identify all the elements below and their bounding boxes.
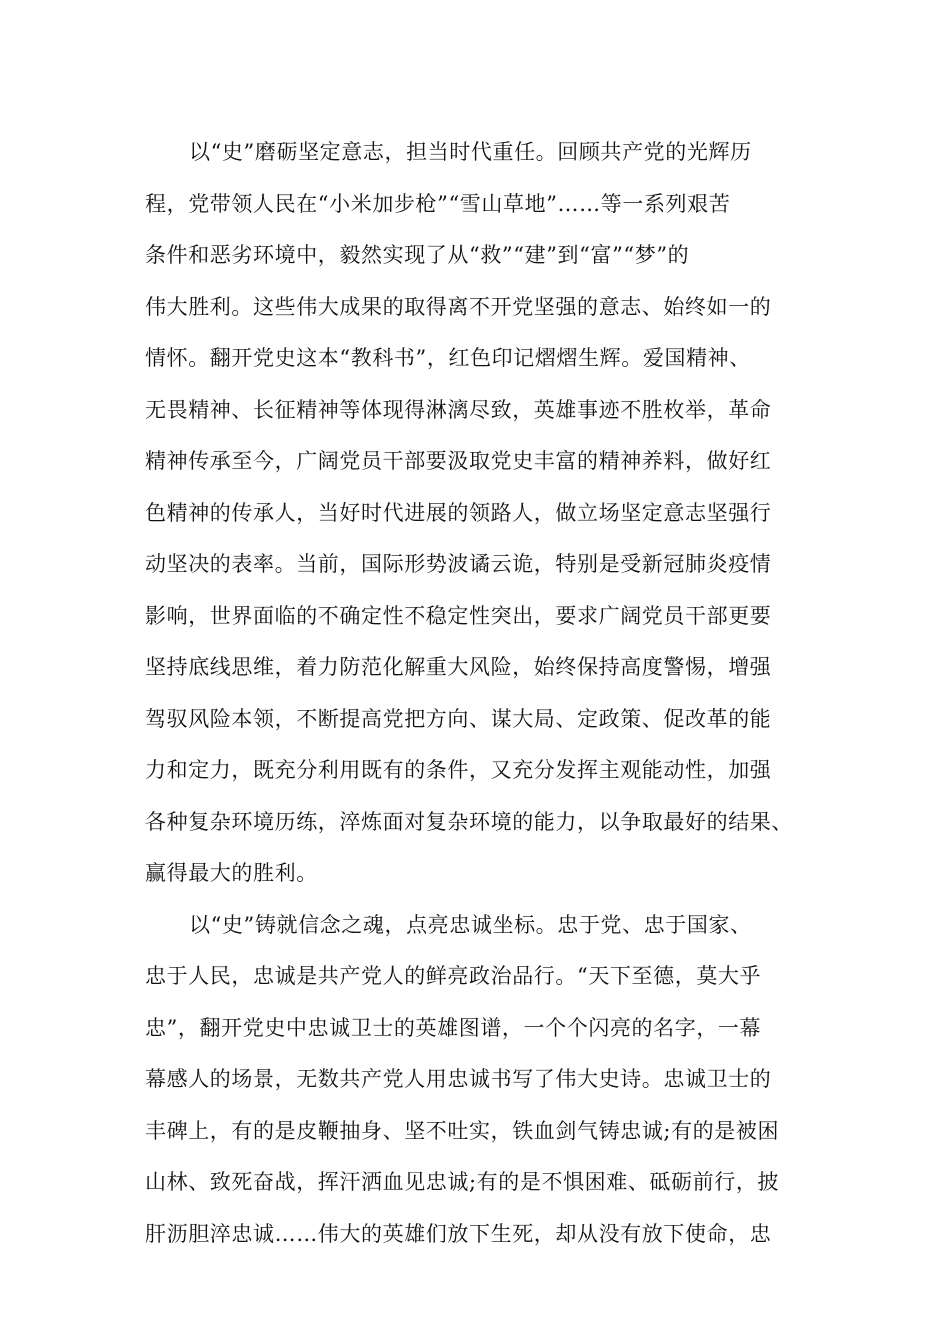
paragraph-2-line-3: 忠”，翻开党史中忠诚卫士的英雄图谱，一个个闪亮的名字，一幕	[145, 1015, 762, 1040]
paragraph-1-line-10: 影响，世界面临的不确定性不稳定性突出，要求广阔党员干部更要	[145, 603, 772, 628]
paragraph-1-line-8: 色精神的传承人，当好时代进展的领路人，做立场坚定意志坚强行	[145, 500, 772, 525]
paragraph-1-line-13: 力和定力，既充分利用既有的条件，又充分发挥主观能动性，加强	[145, 758, 772, 782]
paragraph-1-line-12: 驾驭风险本领，不断提高党把方向、谋大局、定政策、促改革的能	[145, 706, 772, 731]
paragraph-2-line-6: 山林、致死奋战，挥汗洒血见忠诚;有的是不惧困难、砥砺前行，披	[145, 1170, 780, 1194]
paragraph-2-line-5: 丰碑上，有的是皮鞭抽身、坚不吐实，铁血剑气铸忠诚;有的是被困	[145, 1118, 780, 1143]
paragraph-2-line-7: 肝沥胆淬忠诚……伟大的英雄们放下生死，却从没有放下使命，忠	[145, 1221, 772, 1246]
paragraph-1-line-14: 各种复杂环境历练，淬炼面对复杂环境的能力，以争取最好的结果、	[145, 809, 793, 834]
paragraph-2-line-4: 幕感人的场景，无数共产党人用忠诚书写了伟大史诗。忠诚卫士的	[145, 1067, 772, 1091]
paragraph-1-line-4: 伟大胜利。这些伟大成果的取得离不开党坚强的意志、始终如一的	[145, 294, 772, 319]
paragraph-1-line-15: 赢得最大的胜利。	[145, 861, 318, 885]
paragraph-1-line-6: 无畏精神、长征精神等体现得淋漓尽致，英雄事迹不胜枚举，革命	[145, 397, 772, 422]
body-text	[145, 127, 815, 1260]
paragraph-2-line-2: 忠于人民，忠诚是共产党人的鲜亮政治品行。“天下至德，莫大乎	[145, 964, 762, 988]
paragraph-1-line-9: 动坚决的表率。当前，国际形势波谲云诡，特别是受新冠肺炎疫情	[145, 552, 772, 576]
paragraph-1-line-7: 精神传承至今，广阔党员干部要汲取党史丰富的精神养料，做好红	[145, 449, 772, 473]
paragraph-2-line-1: 以“史”铸就信念之魂，点亮忠诚坐标。忠于党、忠于国家、	[189, 912, 752, 937]
paragraph-1-line-5: 情怀。翻开党史这本“教科书”，红色印记熠熠生辉。爱国精神、	[145, 346, 751, 370]
paragraph-1-line-2: 程，党带领人民在“小米加步枪”“雪山草地”……等一系列艰苦	[145, 191, 731, 216]
paragraph-1-line-11: 坚持底线思维，着力防范化解重大风险，始终保持高度警惕，增强	[145, 655, 772, 679]
paragraph-1-line-3: 条件和恶劣环境中，毅然实现了从“救”“建”到“富”“梦”的	[145, 243, 690, 267]
paragraph-1-line-1: 以“史”磨砺坚定意志，担当时代重任。回顾共产党的光辉历	[189, 140, 752, 164]
